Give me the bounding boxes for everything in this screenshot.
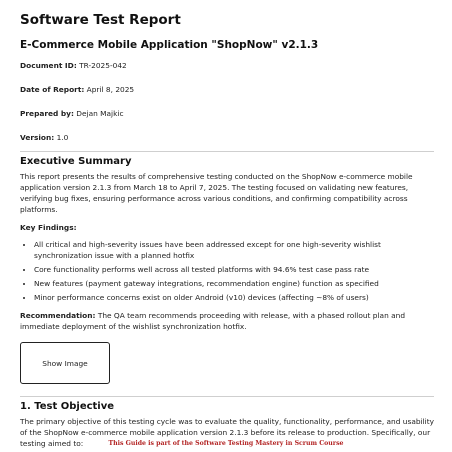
divider bbox=[20, 396, 434, 397]
key-findings-list bbox=[20, 239, 434, 303]
list-item: • All critical and high-severity issues have been addressed except for one high-severity wishlist synchronization issue with a planned hotfix bbox=[34, 239, 434, 261]
test-objective-heading: 1. Test Objective bbox=[20, 401, 115, 412]
report-title: Software Test Report bbox=[20, 12, 181, 28]
recommendation bbox=[20, 310, 434, 332]
footer-note: This Guide is part of the Software Testing Mastery in Scrum Course bbox=[108, 440, 344, 447]
test-objective-paragraph: The primary objective of this testing cycle was to evaluate the quality, functionality, performance, and usability of the ShopNow e-commerce mobile application version 2.1.3 before its release to production. Specifically, our testing aimed to: bbox=[20, 417, 434, 448]
divider bbox=[20, 151, 434, 152]
recommendation-text: The QA team recommends proceeding with release, with a phased rollout plan and immediate deployment of the wishlist synchronization hotfix. bbox=[20, 311, 406, 331]
meta-label: Date of Report: bbox=[20, 85, 85, 94]
meta-label: Document ID: bbox=[20, 61, 77, 70]
report-subtitle: E-Commerce Mobile Application "ShopNow" v2.1.3 bbox=[20, 39, 319, 51]
meta-value: Dejan Majkic bbox=[76, 109, 124, 118]
key-findings-title: Key Findings: bbox=[20, 223, 77, 232]
show-image-label: Show Image bbox=[42, 358, 88, 368]
list-item: • New features (payment gateway integrations, recommendation engine) function as specified bbox=[34, 278, 434, 289]
meta-date bbox=[20, 85, 434, 94]
meta-label: Version: bbox=[20, 133, 55, 142]
meta-version bbox=[20, 133, 434, 142]
report-page bbox=[20, 12, 434, 449]
executive-summary-heading: Executive Summary bbox=[20, 156, 132, 167]
meta-document-id bbox=[20, 61, 434, 70]
list-item: • Core functionality performs well across all tested platforms with 94.6% test case pass rate bbox=[34, 264, 434, 275]
list-item: • Minor performance concerns exist on older Android (v10) devices (affecting ~8% of users) bbox=[34, 292, 434, 303]
meta-value: 1.0 bbox=[56, 133, 69, 142]
executive-summary-paragraph: This report presents the results of comprehensive testing conducted on the ShopNow e-commerce mobile application version 2.1.3 from March 18 to April 7, 2025. The testing focused on validating new features, verifying bug fixes, ensuring performance across various conditions, and confirming compatibility across platforms. bbox=[20, 172, 413, 214]
recommendation-label: Recommendation: bbox=[20, 311, 96, 320]
meta-label: Prepared by: bbox=[20, 109, 74, 118]
meta-prepared-by bbox=[20, 109, 434, 118]
show-image-button[interactable] bbox=[20, 342, 110, 384]
meta-value: TR-2025-042 bbox=[79, 61, 127, 70]
meta-value: April 8, 2025 bbox=[86, 85, 135, 94]
